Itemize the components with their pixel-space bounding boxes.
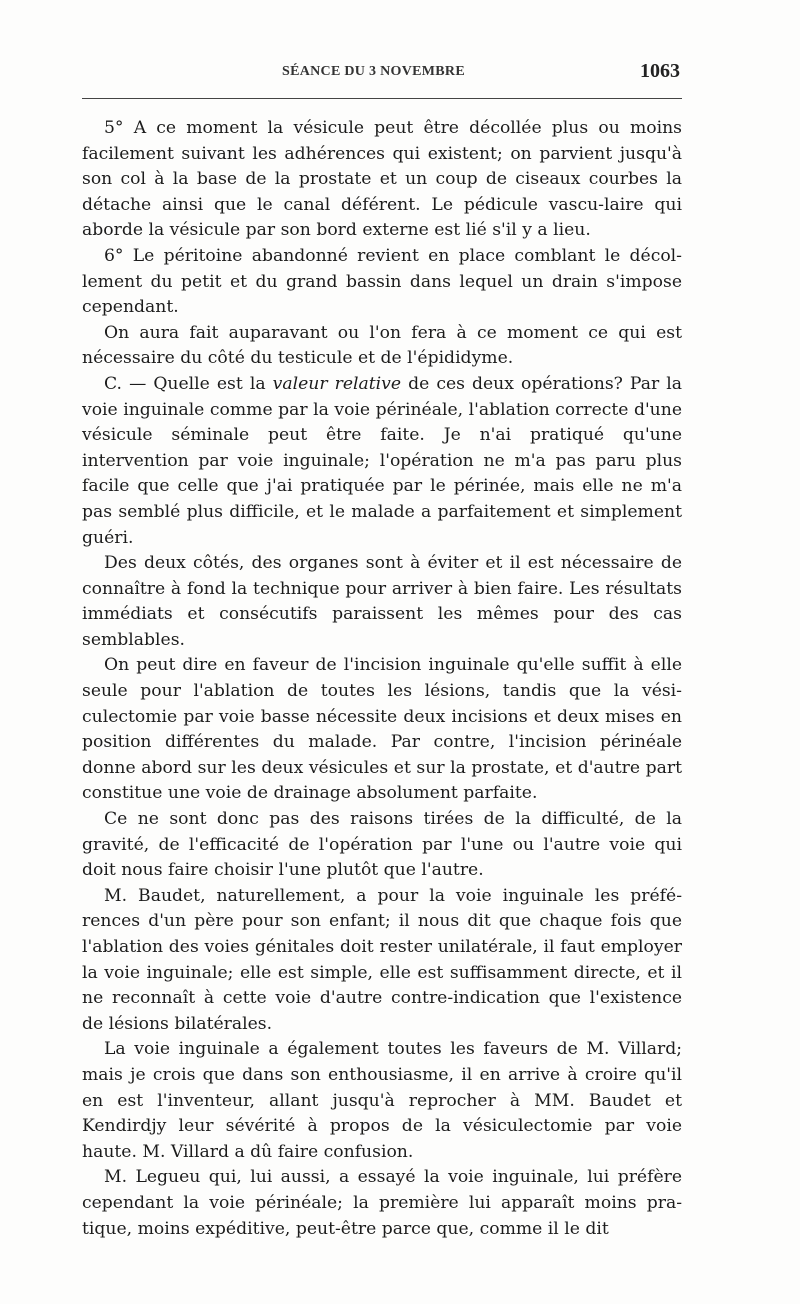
paragraph-4 bbox=[82, 372, 682, 551]
paragraph-6: On peut dire en faveur de l'incision inguinale qu'elle suffit à elle seule pour l'ablation de toutes les lésions, tandis que la vési-culectomie par voie basse nécessite deux incisions et deux mises en position différentes du malade. Par contre, l'incision périnéale donne abord sur les deux vésicules et sur la prostate, et d'autre part constitue une voie de drainage absolument parfaite. bbox=[82, 655, 682, 804]
page-number: 1063 bbox=[640, 60, 680, 82]
paragraph-2: 6° Le péritoine abandonné revient en place comblant le décol-lement du petit et du grand bassin dans lequel un drain s'impose cependant. bbox=[82, 245, 682, 318]
paragraph-9: La voie inguinale a également toutes les faveurs de M. Villard; mais je crois que dans son enthousiasme, il en arrive à croire qu'il en est l'inventeur, allant jusqu'à reprocher à MM. Baudet et Kendirdjy leur sévérité à propos de la vésiculectomie par voie haute. M. Villard a dû faire confusion. bbox=[82, 1039, 682, 1162]
paragraph-4-end: de ces deux opérations? Par la voie inguinale comme par la voie périnéale, l'ablation correcte d'une vésicule séminale peut être faite. Je n'ai pratiqué qu'une intervention par voie inguinale; l'opération ne m'a pas paru plus facile que celle que j'ai pratiquée par le périnée, mais elle ne m'a pas semblé plus difficile, et le malade a parfaitement et simplement guéri. bbox=[82, 373, 682, 548]
paragraph-7: Ce ne sont donc pas des raisons tirées de la difficulté, de la gravité, de l'efficacité de l'opération par l'une ou l'autre voie qui doit nous faire choisir l'une plutôt que l'autre. bbox=[82, 809, 682, 881]
body-text bbox=[82, 116, 682, 1242]
header-rule bbox=[82, 98, 682, 99]
paragraph-10: M. Legueu qui, lui aussi, a essayé la voie inguinale, lui préfère cependant la voie périnéale; la première lui apparaît moins pra-tique, moins expéditive, peut-être parce que, comme il le dit bbox=[82, 1167, 682, 1239]
paragraph-5: Des deux côtés, des organes sont à éviter et il est nécessaire de connaître à fond la technique pour arriver à bien faire. Les résultats immédiats et consécutifs paraissent les mêmes pour des cas semblables. bbox=[82, 553, 682, 650]
paragraph-1: 5° A ce moment la vésicule peut être décollée plus ou moins facilement suivant les adhérences qui existent; on parvient jusqu'à son col à la base de la prostate et un coup de ciseaux courbes la détache ainsi que le canal déférent. Le pédicule vascu-laire qui aborde la vésicule par son bord externe est lié s'il y a lieu. bbox=[82, 118, 682, 241]
running-head: SÉANCE DU 3 NOVEMBRE bbox=[282, 64, 465, 79]
paragraph-4-start: C. — Quelle est la bbox=[104, 373, 273, 394]
page-header bbox=[82, 60, 682, 86]
paragraph-4-italic: valeur relative bbox=[272, 373, 402, 394]
paragraph-8: M. Baudet, naturellement, a pour la voie inguinale les préfé-rences d'un père pour son enfant; il nous dit que chaque fois que l'ablation des voies génitales doit rester unilatérale, il faut employer la voie inguinale; elle est simple, elle est suffisamment directe, et il ne reconnaît à cette voie d'autre contre-indication que l'existence de lésions bilatérales. bbox=[82, 885, 682, 1034]
paragraph-3: On aura fait auparavant ou l'on fera à ce moment ce qui est nécessaire du côté du testicule et de l'épididyme. bbox=[82, 322, 682, 369]
